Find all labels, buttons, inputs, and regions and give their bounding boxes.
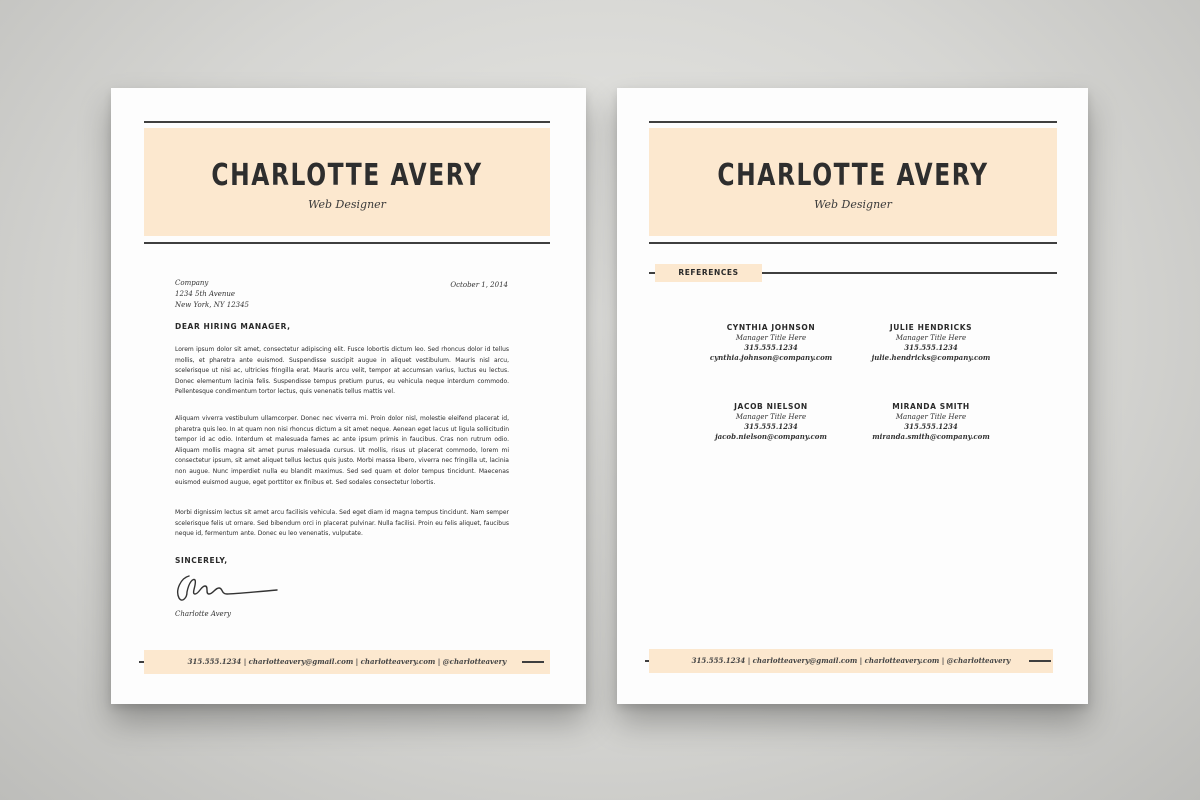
reference-phone: 315.555.1234 [744,343,798,352]
recipient-street: 1234 5th Avenue [175,290,236,298]
reference-email: julie.hendricks@company.com [871,353,991,362]
reference-card [696,401,846,442]
applicant-name: CHARLOTTE AVERY [211,158,483,193]
header-top-rule [649,121,1057,123]
reference-title: Manager Title Here [895,334,967,342]
salutation: DEAR HIRING MANAGER, [175,322,291,331]
reference-phone: 315.555.1234 [904,422,958,431]
section-heading: REFERENCES [678,268,739,277]
contact-footer: 315.555.1234 | charlotteavery@gmail.com | charlotteavery.com | @charlotteavery [187,657,507,666]
reference-name: JACOB NIELSON [734,402,808,411]
signature-name: Charlotte Avery [175,610,231,618]
cover-letter-page [111,88,586,704]
recipient-city: New York, NY 12345 [175,301,249,309]
reference-title: Manager Title Here [735,334,807,342]
footer-right-dash [1029,660,1051,662]
letter-paragraph-1: Lorem ipsum dolor sit amet, consectetur adipiscing elit. Fusce lobortis dictum leo. Sed rhoncus dolor id tellus mollis, et pharetra ante euismod. Suspendisse suscipit augue in aliquet vestibulum. Mauris nisl arcu, scelerisque ut nisi ac, ultricies fringilla erat. Mauris arcu velit, tempor at accumsan varius, luctus eu lectus. Donec elementum lacinia felis. Suspendisse tempus pretium purus, eu vehicula neque interdum commodo. Pellentesque condimentum tortor lectus, quis venenatis tellus mattis vel. [175,346,509,396]
applicant-name: CHARLOTTE AVERY [717,158,989,193]
footer-band [649,649,1053,673]
applicant-role: Web Designer [308,198,386,211]
reference-card [696,322,846,363]
reference-phone: 315.555.1234 [904,343,958,352]
header-top-rule [144,121,550,123]
reference-phone: 315.555.1234 [744,422,798,431]
reference-title: Manager Title Here [735,413,807,421]
contact-footer: 315.555.1234 | charlotteavery@gmail.com | charlotteavery.com | @charlotteavery [691,656,1011,665]
reference-email: miranda.smith@company.com [872,432,990,441]
section-rule-right [762,272,1057,274]
signature-image [173,568,293,608]
letter-paragraph-2: Aliquam viverra vestibulum ullamcorper. Donec nec viverra mi. Proin dolor nisl, molestie eleifend placerat id, pharetra quis leo. In at quam non nisi rhoncus dictum a sit amet neque. Aenean eget lacus ut ligula sollicitudin tempor id ac odio. Interdum et malesuada fames ac ante ipsum primis in faucibus. Cras non rutrum odio. Aliquam mollis magna sit amet purus malesuada cursus. Ut mollis, risus ut placerat commodo, lorem mi consectetur ipsum, sit amet aliquet tellus lectus quis justo. Morbi massa libero, viverra nec fringilla ut, lacinia non augue. Nunc imperdiet nulla eu blandit maximus. Sed sed quam et dolor tempus tincidunt. Maecenas euismod euismod augue, eget porttitor ex finibus et. Sed sodales consectetur lobortis. [175,415,509,486]
header-bottom-rule [649,242,1057,244]
footer-right-dash [522,661,544,663]
section-heading-band [655,264,762,282]
reference-card [856,322,1006,363]
references-page [617,88,1088,704]
reference-email: cynthia.johnson@company.com [709,353,833,362]
reference-name: MIRANDA SMITH [892,402,970,411]
header-band [649,128,1057,236]
reference-name: CYNTHIA JOHNSON [726,323,816,332]
reference-name: JULIE HENDRICKS [889,323,973,332]
header-band [144,128,550,236]
applicant-role: Web Designer [814,198,892,211]
letter-date: October 1, 2014 [450,281,508,289]
reference-title: Manager Title Here [895,413,967,421]
header-bottom-rule [144,242,550,244]
reference-email: jacob.nielson@company.com [715,432,827,441]
reference-card [856,401,1006,442]
letter-paragraph-3: Morbi dignissim lectus sit amet arcu facilisis vehicula. Sed eget diam id magna tempus tincidunt. Nam semper scelerisque felis ut ornare. Sed bibendum orci in placerat pulvinar. Nulla facilisi. Proin eu felis aliquet, faucibus neque id, fermentum ante. Donec eu leo venenatis, vulputate. [175,509,509,538]
closing: SINCERELY, [175,556,228,565]
footer-band [144,650,550,674]
recipient-address [175,278,249,311]
recipient-company: Company [175,279,209,287]
